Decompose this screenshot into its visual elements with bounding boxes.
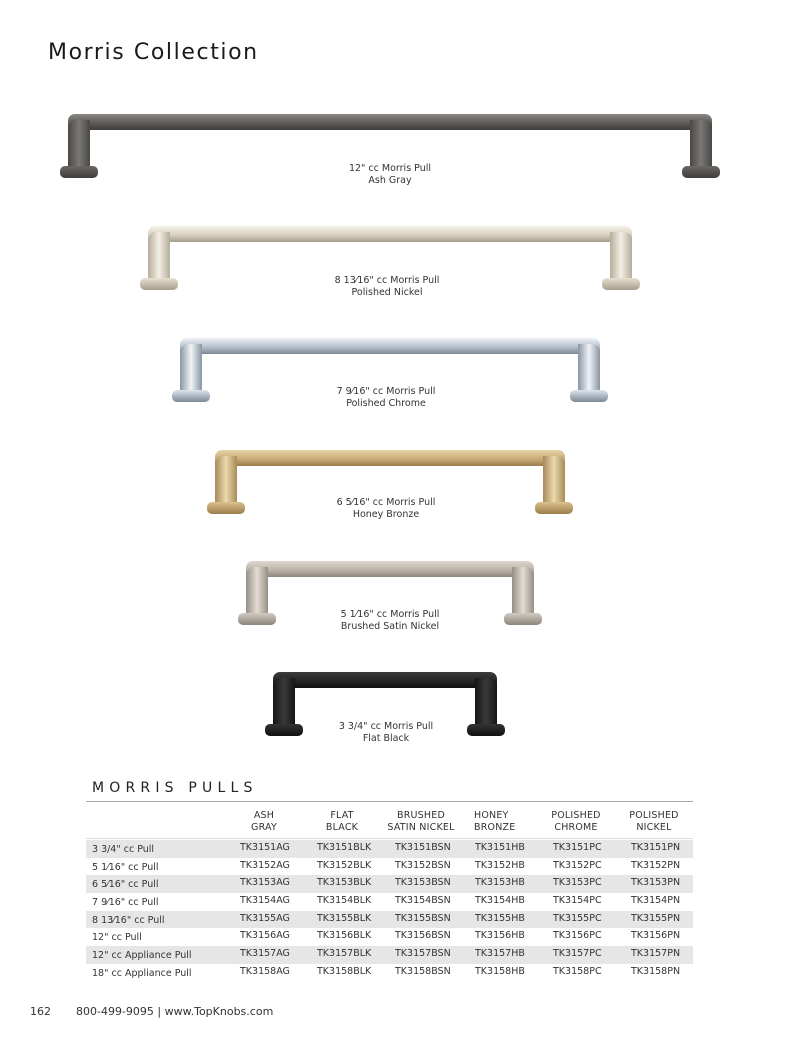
- part-number-cell: TK3154HB: [475, 895, 525, 907]
- part-number-cell: TK3153PC: [553, 877, 602, 889]
- row-label: 5 1⁄16" cc Pull: [92, 861, 159, 873]
- part-number-cell: TK3158PN: [631, 965, 681, 977]
- footer-contact: 800-499-9095 | www.TopKnobs.com: [76, 1005, 274, 1018]
- part-number-cell: TK3154PC: [553, 895, 602, 907]
- column-header-flat-black: FLAT BLACK: [325, 810, 359, 833]
- table-row: [86, 840, 693, 858]
- part-number-cell: TK3156HB: [475, 930, 525, 942]
- part-number-cell: TK3151BLK: [317, 842, 372, 853]
- row-label: 12" cc Pull: [92, 932, 142, 944]
- part-number-cell: TK3151HB: [475, 842, 525, 853]
- product-size: 8 13⁄16" cc Morris Pull: [334, 275, 440, 286]
- product-size: 12" cc Morris Pull: [348, 163, 432, 174]
- column-header-honey-bronze: HONEY BRONZE: [474, 810, 516, 833]
- product-size: 7 9⁄16" cc Morris Pull: [336, 386, 436, 397]
- product-caption: [286, 386, 486, 410]
- part-number-cell: TK3157AG: [240, 948, 290, 960]
- product-finish: Flat Black: [362, 733, 410, 744]
- part-number-cell: TK3155PC: [553, 912, 602, 924]
- column-header-polished-nickel: POLISHED NICKEL: [629, 810, 679, 833]
- row-label: 18" cc Appliance Pull: [92, 967, 192, 979]
- row-label: 3 3/4" cc Pull: [92, 844, 155, 855]
- part-number-cell: TK3152BLK: [317, 859, 372, 871]
- part-number-cell: TK3154PN: [631, 895, 681, 907]
- table-header: [86, 808, 693, 838]
- row-label: 7 9⁄16" cc Pull: [92, 897, 159, 909]
- part-number-cell: TK3157HB: [475, 948, 525, 960]
- divider: [86, 838, 693, 839]
- part-number-cell: TK3152AG: [240, 859, 290, 871]
- part-number-cell: TK3157PC: [553, 948, 602, 960]
- table-row: [86, 875, 693, 893]
- page-number: 162: [30, 1005, 51, 1018]
- part-number-cell: TK3153BSN: [395, 877, 451, 889]
- part-number-cell: TK3151BSN: [395, 842, 451, 853]
- product-caption: [290, 163, 490, 187]
- part-number-cell: TK3157PN: [631, 948, 681, 960]
- part-number-cell: TK3158BLK: [317, 965, 372, 977]
- table-row: [86, 946, 693, 964]
- row-label: 8 13⁄16" cc Pull: [92, 914, 165, 926]
- table-row: [86, 928, 693, 946]
- part-number-cell: TK3156PN: [631, 930, 681, 942]
- part-number-cell: TK3156PC: [553, 930, 602, 942]
- table-row: [86, 893, 693, 911]
- part-number-cell: TK3157BLK: [317, 948, 372, 960]
- section-title: MORRIS PULLS: [92, 780, 258, 796]
- part-number-cell: TK3155HB: [475, 912, 525, 924]
- part-number-cell: TK3155AG: [240, 912, 290, 924]
- part-number-cell: TK3151AG: [240, 842, 290, 853]
- product-finish: Ash Gray: [368, 175, 412, 186]
- page-title: Morris Collection: [48, 40, 259, 65]
- part-number-cell: TK3151PC: [553, 842, 602, 853]
- product-finish: Honey Bronze: [352, 509, 420, 520]
- row-label: 6 5⁄16" cc Pull: [92, 879, 159, 891]
- product-finish: Polished Nickel: [351, 287, 423, 298]
- column-header-ash-gray: ASH GRAY: [251, 810, 277, 833]
- table-row: [86, 964, 693, 982]
- part-number-cell: TK3156AG: [240, 930, 290, 942]
- part-number-cell: TK3153AG: [240, 877, 290, 889]
- part-number-cell: TK3153HB: [475, 877, 525, 889]
- product-finish: Polished Chrome: [346, 398, 426, 409]
- product-size: 6 5⁄16" cc Morris Pull: [336, 497, 436, 508]
- part-number-cell: TK3157BSN: [395, 948, 451, 960]
- part-number-cell: TK3154BSN: [395, 895, 451, 907]
- part-number-cell: TK3153PN: [631, 877, 681, 889]
- part-number-cell: TK3158BSN: [395, 965, 451, 977]
- part-number-cell: TK3156BSN: [395, 930, 451, 942]
- part-number-cell: TK3156BLK: [317, 930, 372, 942]
- product-caption: [286, 497, 486, 521]
- part-number-cell: TK3155BLK: [317, 912, 372, 924]
- product-caption: [287, 275, 487, 299]
- part-number-cell: TK3154AG: [240, 895, 290, 907]
- product-caption: [286, 721, 486, 745]
- product-caption: [290, 609, 490, 633]
- part-number-cell: TK3152PC: [553, 859, 602, 871]
- part-number-table: [86, 808, 693, 982]
- column-header-brushed-satin-nickel: BRUSHED SATIN NICKEL: [387, 810, 455, 833]
- product-finish: Brushed Satin Nickel: [340, 621, 440, 632]
- part-number-cell: TK3152HB: [475, 859, 525, 871]
- table-row: [86, 911, 693, 929]
- product-size: 3 3/4" cc Morris Pull: [338, 721, 434, 732]
- part-number-cell: TK3155PN: [631, 912, 681, 924]
- part-number-cell: TK3158AG: [240, 965, 290, 977]
- part-number-cell: TK3158PC: [553, 965, 602, 977]
- row-label: 12" cc Appliance Pull: [92, 950, 192, 962]
- column-header-polished-chrome: POLISHED CHROME: [551, 810, 601, 833]
- part-number-cell: TK3151PN: [631, 842, 681, 853]
- part-number-cell: TK3153BLK: [317, 877, 372, 889]
- part-number-cell: TK3152BSN: [395, 859, 451, 871]
- product-size: 5 1⁄16" cc Morris Pull: [340, 609, 440, 620]
- divider: [86, 801, 693, 802]
- table-row: [86, 858, 693, 876]
- part-number-cell: TK3155BSN: [395, 912, 451, 924]
- part-number-cell: TK3152PN: [631, 859, 681, 871]
- part-number-cell: TK3158HB: [475, 965, 525, 977]
- part-number-cell: TK3154BLK: [317, 895, 372, 907]
